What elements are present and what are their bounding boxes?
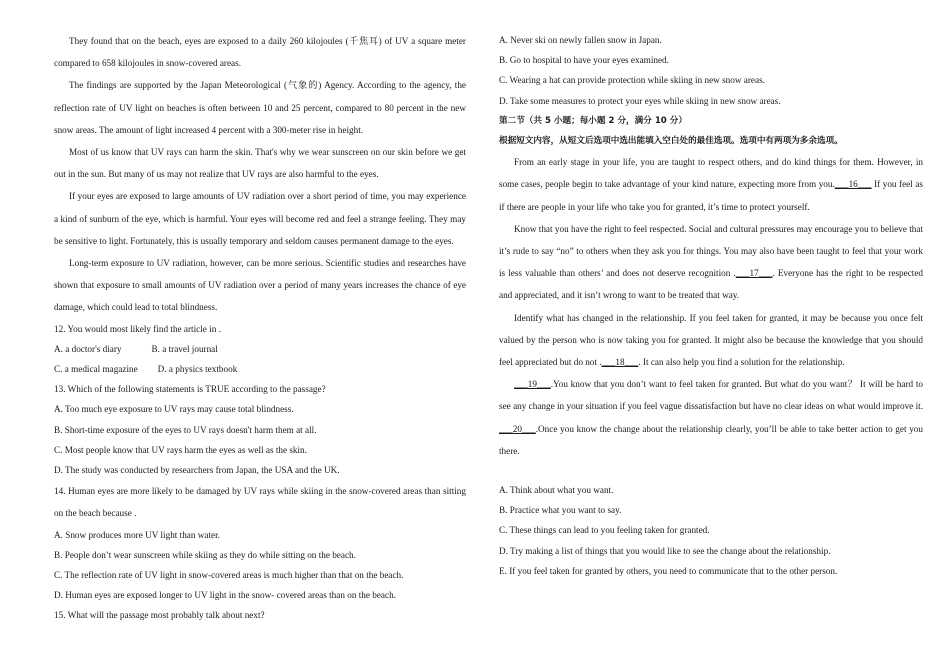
paragraph-text: .Once you know the change about the relationship clearly, you’ll be able to take better action to get you there. xyxy=(499,423,923,456)
paragraph-text: Know that you have the right to feel respected. Social and cultural pressures may encourage you to believe that it’s rude to say “no” to others when they ask you for things. You may also have been taught to feel that your work is less valuable than others’ and does not deserve recognition . xyxy=(499,223,923,279)
spacer xyxy=(499,462,923,480)
passage-paragraph-2: The findings are supported by the Japan Meteorological (气象的) Agency. According to the agency, the reflection rate of UV light on beaches is often between 10 and 25 percent, compared to 80 percent in the new snow areas. The amount of light increased 4 percent with a 300-meter rise in height. xyxy=(54,80,466,135)
option-a: A. a doctor's diary xyxy=(54,343,122,354)
question-stem: 15. What will the passage most probably talk about next? xyxy=(54,610,265,621)
question-12 xyxy=(54,319,466,380)
option-e: E. If you feel taken for granted by others, you need to communicate that to the other person. xyxy=(499,565,838,576)
cloze-paragraph-4 xyxy=(499,373,923,462)
option-d: D. a physics textbook xyxy=(157,364,238,375)
option-a: A. Think about what you want. xyxy=(499,485,614,496)
question-15-options xyxy=(499,30,923,111)
paragraph-text: Identify what has changed in the relationship. If you feel taken for granted, it may be because you once felt valued by the person who is now taking you for granted. It might also be because the knowledge that you should feel appreciated but do not . xyxy=(499,312,923,368)
answer-options xyxy=(499,480,923,581)
passage-paragraph-3: Most of us know that UV rays can harm the skin. That's why we wear sunscreen on our skin before we get out in the sun. But many of us may not realize that UV rays are also harmful to the eyes. xyxy=(54,147,466,180)
paragraph-text: . Everyone has the right to be respected and appreciated, and it isn’t wrong to want to be treated that way. xyxy=(499,268,924,301)
paragraph-text: . It can also help you find a solution for the relationship. xyxy=(638,357,845,368)
option-row xyxy=(54,359,466,379)
option-row xyxy=(54,339,466,359)
blank-18[interactable]: ___18___ xyxy=(601,357,639,368)
option-c: C. Wearing a hat can provide protection while skiing in new snow areas. xyxy=(499,75,765,86)
option-a: A. Too much eye exposure to UV rays may cause total blindness. xyxy=(54,404,294,415)
option-b: B. Go to hospital to have your eyes examined. xyxy=(499,55,669,66)
right-column xyxy=(499,30,923,581)
question-14 xyxy=(54,480,466,605)
blank-16[interactable]: ___16___ xyxy=(834,179,872,190)
option-c: C. The reflection rate of UV light in snow-covered areas is much higher than that on the beach. xyxy=(54,570,404,581)
cloze-paragraph-2 xyxy=(499,218,923,307)
section-instruction: 根据短文内容，从短文后选项中选出能填入空白处的最佳选项。选项中有两项为多余选项。 xyxy=(499,136,843,147)
option-c: C. a medical magazine xyxy=(54,364,138,375)
left-column xyxy=(54,30,466,626)
option-a: A. Snow produces more UV light than water. xyxy=(54,529,220,540)
option-b: B. Practice what you want to say. xyxy=(499,505,622,516)
option-d: D. The study was conducted by researchers from Japan, the USA and the UK. xyxy=(54,465,340,476)
paragraph-text: If you feel as if there are people in your life who take you for granted, it’s time to protect yourself. xyxy=(499,179,923,212)
option-c: C. These things can lead to you feeling taken for granted. xyxy=(499,525,710,536)
question-stem: 13. Which of the following statements is TRUE according to the passage? xyxy=(54,384,326,395)
cloze-paragraph-1 xyxy=(499,151,923,218)
blank-19[interactable]: ___19___ xyxy=(514,379,551,390)
option-b: B. Short-time exposure of the eyes to UV rays doesn't harm them at all. xyxy=(54,424,317,435)
paragraph-text: .You know that you don’t want to feel taken for granted. But what do you want？ It will be hard to see any change in your situation if you feel vague dissatisfaction but have no clear ideas on what would improve it. xyxy=(499,379,923,412)
paragraph-text: From an early stage in your life, you are taught to respect others, and do kind things for them. However, in some cases, people begin to take advantage of your kind nature, expecting more from you. xyxy=(499,157,923,190)
question-13 xyxy=(54,379,466,480)
passage-paragraph-5: Long-term exposure to UV radiation, however, can be more serious. Scientific studies and researches have shown that exposure to small amounts of UV radiation over a period of many years increases the chance of eye damage, which could lead to total blindness. xyxy=(54,258,466,313)
section-title: 第二节（共 5 小题；每小题 2 分，满分 10 分） xyxy=(499,115,687,126)
cloze-paragraph-3 xyxy=(499,307,923,374)
question-stem: 12. You would most likely find the article in . xyxy=(54,323,221,334)
question-15 xyxy=(54,605,466,625)
passage-paragraph-1: They found that on the beach, eyes are exposed to a daily 260 kilojoules (千焦耳) of UV a square meter compared to 658 kilojoules in snow-covered areas. xyxy=(54,36,466,69)
option-d: D. Take some measures to protect your eyes while skiing in new snow areas. xyxy=(499,95,781,106)
option-d: D. Human eyes are exposed longer to UV light in the snow- covered areas than on the beach. xyxy=(54,590,396,601)
passage-paragraph-4: If your eyes are exposed to large amounts of UV radiation over a short period of time, you may experience a kind of sunburn of the eye, which is harmful. Your eyes will become red and feel a strange feeling. They may be sensitive to light. Fortunately, this is usually temporary and seldom causes permanent damage to the eyes. xyxy=(54,191,466,246)
question-stem: 14. Human eyes are more likely to be damaged by UV rays while skiing in the snow-covered areas than sitting on the beach because . xyxy=(54,486,466,519)
option-d: D. Try making a list of things that you would like to see the change about the relationship. xyxy=(499,545,831,556)
option-c: C. Most people know that UV rays harm the eyes as well as the skin. xyxy=(54,444,307,455)
option-a: A. Never ski on newly fallen snow in Japan. xyxy=(499,35,662,45)
blank-20[interactable]: ___20___ xyxy=(499,423,536,434)
blank-17[interactable]: ___17___ xyxy=(735,268,773,279)
option-b: B. People don’t wear sunscreen while skiing as they do while sitting on the beach. xyxy=(54,549,356,560)
option-b: B. a travel journal xyxy=(151,343,218,354)
